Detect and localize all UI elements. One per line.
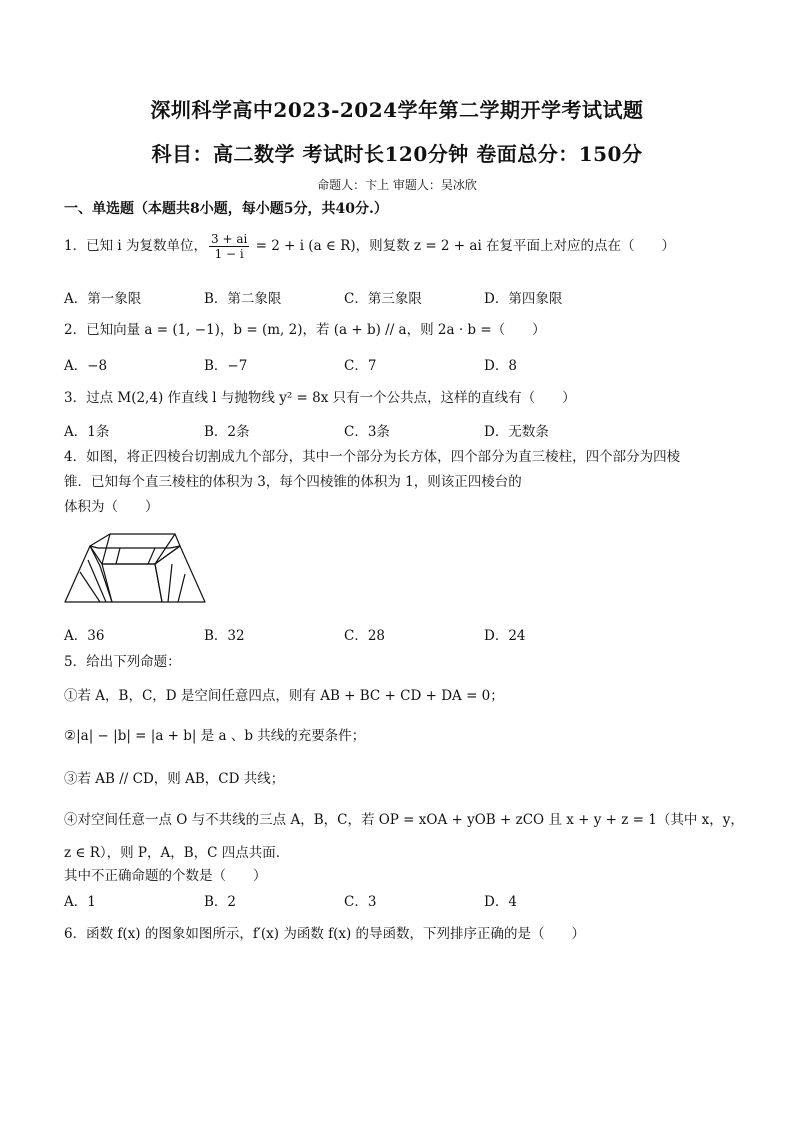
q1-option-d[interactable]: D．第四象限 bbox=[484, 291, 563, 307]
q3-option-c[interactable]: C．3条 bbox=[344, 424, 390, 440]
q1-option-a[interactable]: A．第一象限 bbox=[64, 291, 142, 307]
q3-option-b[interactable]: B．2条 bbox=[204, 424, 250, 440]
q5-option-c[interactable]: C．3 bbox=[344, 894, 377, 910]
q5-option-a[interactable]: A．1 bbox=[64, 894, 96, 910]
q1-prefix: 1．已知 i 为复数单位， bbox=[64, 238, 207, 254]
section-heading: 一、单选题（本题共8小题，每小题5分，共40分.） bbox=[64, 201, 388, 217]
fold-line-3 bbox=[168, 564, 172, 602]
q1-rest: = 2 + i (a ∈ R)，则复数 z = 2 + ai 在复平面上对应的点在（ ） bbox=[251, 238, 676, 254]
fold-line-1 bbox=[80, 572, 100, 602]
question-1 bbox=[64, 232, 675, 261]
q2-option-d[interactable]: D．8 bbox=[484, 358, 517, 374]
q4-option-b[interactable]: B．32 bbox=[204, 628, 245, 644]
question-4-line-1: 4．如图，将正四棱台切割成九个部分，其中一个部分为长方体，四个部分为直三棱柱，四个部分为四棱 bbox=[64, 449, 681, 465]
frustum-figure bbox=[60, 524, 210, 608]
q5-statement-2: ②|a| − |b| = |a + b| 是 a 、b 共线的充要条件； bbox=[64, 728, 366, 744]
front-face bbox=[102, 564, 162, 602]
question-3: 3．过点 M(2,4) 作直线 l 与抛物线 y² = 8x 只有一个公共点，这样的直线有（ ） bbox=[64, 390, 576, 406]
top-edge-right bbox=[155, 534, 175, 564]
q1-frac-den: 1 − i bbox=[214, 247, 244, 261]
q5-option-b[interactable]: B．2 bbox=[204, 894, 237, 910]
q1-frac-num: 3 + ai bbox=[211, 232, 248, 246]
q5-statement-4-cont: z ∈ R），则 P，A，B，C 四点共面． bbox=[64, 845, 290, 861]
top-inner-1 bbox=[116, 548, 120, 564]
question-6: 6．函数 f(x) 的图象如图所示，f′(x) 为函数 f(x) 的导函数，下列排序正确的是（ ） bbox=[64, 926, 586, 942]
question-4-line-2: 锥．已知每个直三棱柱的体积为 3，每个四棱锥的体积为 1，则该正四棱台的 bbox=[64, 474, 522, 490]
question-4-line-3: 体积为（ ） bbox=[64, 499, 159, 515]
q4-option-a[interactable]: A．36 bbox=[64, 628, 105, 644]
q1-option-c[interactable]: C．第三象限 bbox=[344, 291, 422, 307]
q2-option-b[interactable]: B．−7 bbox=[204, 358, 248, 374]
q2-option-a[interactable]: A．−8 bbox=[64, 358, 108, 374]
top-inner-2 bbox=[148, 548, 155, 564]
q5-statement-1: ①若 A，B，C，D 是空间任意四点，则有 AB + BC + CD + DA = 0； bbox=[64, 688, 504, 704]
fold-line-4 bbox=[178, 574, 185, 602]
exam-subtitle: 科目：高二数学 考试时长120分钟 卷面总分：150分 bbox=[151, 142, 643, 166]
q1-option-b[interactable]: B．第二象限 bbox=[204, 291, 282, 307]
q5-option-d[interactable]: D．4 bbox=[484, 894, 517, 910]
q5-statement-3: ③若 AB // CD，则 AB，CD 共线； bbox=[64, 771, 285, 787]
fold-line-2 bbox=[88, 560, 106, 602]
q4-option-d[interactable]: D．24 bbox=[484, 628, 526, 644]
question-5-intro: 5．给出下列命题： bbox=[64, 654, 181, 670]
q4-option-c[interactable]: C．28 bbox=[344, 628, 386, 644]
author-line: 命题人：卞上 审题人：吴冰欣 bbox=[317, 178, 477, 192]
q3-option-a[interactable]: A．1条 bbox=[64, 424, 110, 440]
q3-option-d[interactable]: D．无数条 bbox=[484, 424, 549, 440]
q5-question: 其中不正确命题的个数是（ ） bbox=[64, 868, 267, 884]
q2-option-c[interactable]: C．7 bbox=[344, 358, 377, 374]
q5-statement-4: ④对空间任意一点 O 与不共线的三点 A，B，C，若 OP = xOA + yOB + zCO 且 x + y + z = 1（其中 x，y， bbox=[64, 812, 744, 828]
page-title: 深圳科学高中2023-2024学年第二学期开学考试试题 bbox=[150, 98, 644, 122]
question-2: 2．已知向量 a = (1, −1)，b = (m, 2)，若 (a + b) // a，则 2a · b =（ ） bbox=[64, 322, 546, 338]
q1-fraction bbox=[209, 232, 249, 261]
